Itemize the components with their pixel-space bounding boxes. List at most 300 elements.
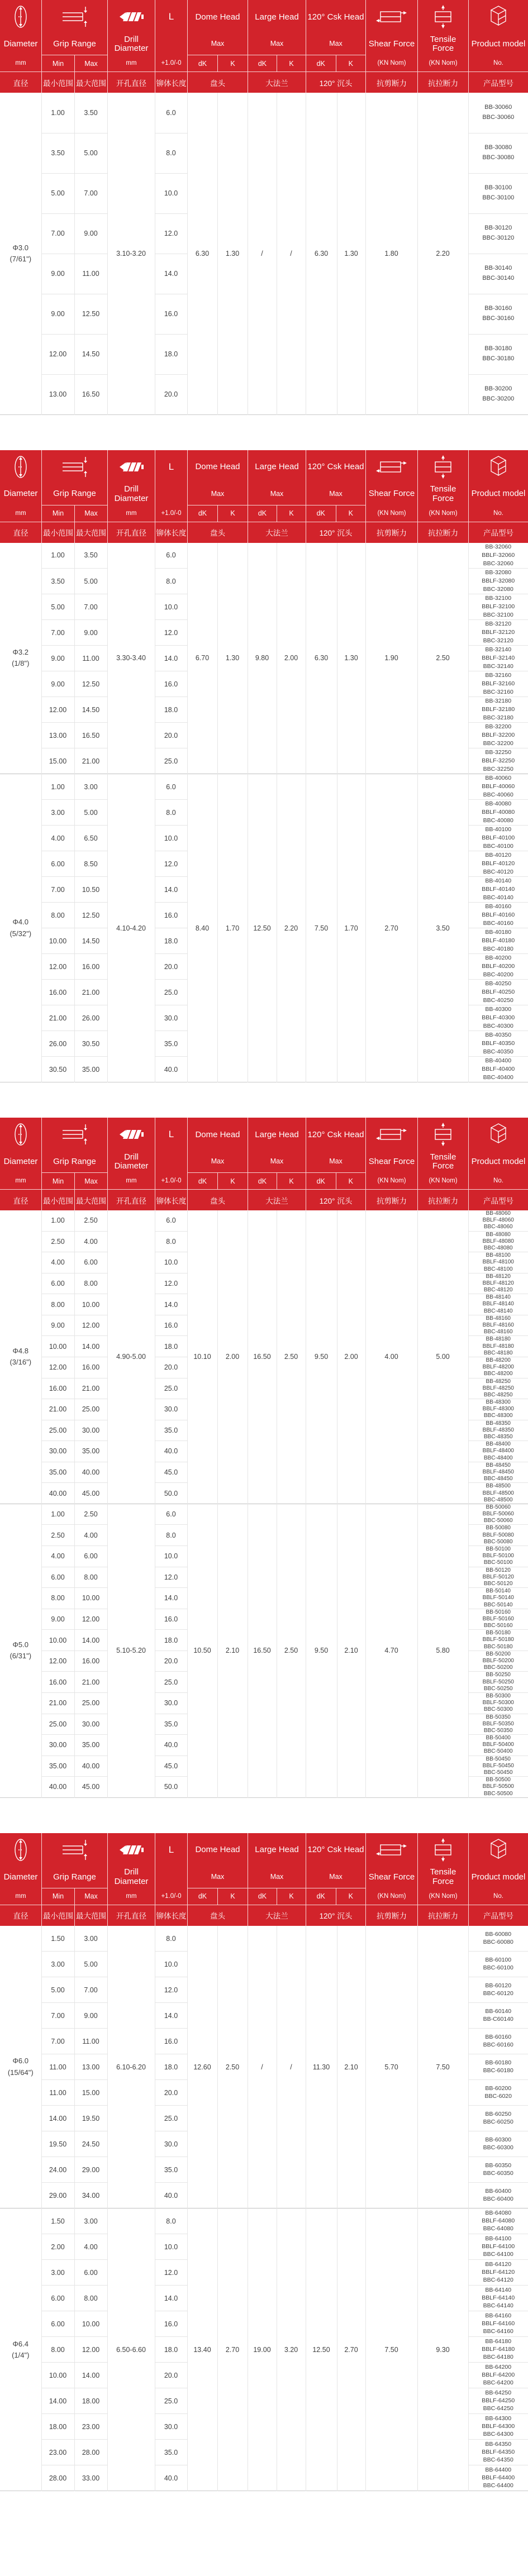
length-cell: 35.0 (155, 1714, 187, 1735)
header-col-dome-head (187, 0, 248, 71)
product-model-cell: BB-60080 BBC-60080 (468, 1926, 528, 1952)
length-cell: 18.0 (155, 697, 187, 723)
grip-min-cell: 7.00 (41, 877, 74, 903)
grip-min-cell: 7.00 (41, 2003, 74, 2029)
grip-min-cell: 1.00 (41, 93, 74, 133)
length-cell: 16.0 (155, 1609, 187, 1630)
product-model-cell: BB-64200 BBLF-64200 BBC-64200 (468, 2363, 528, 2388)
grip-min-cell: 9.00 (41, 294, 74, 334)
grip-min-cell: 15.00 (41, 748, 74, 774)
grip-min-cell: 4.00 (41, 826, 74, 851)
drill-diameter-cell: 4.90-5.00 (107, 1210, 155, 1504)
header-zh-model: 产品型号 (468, 522, 528, 543)
header-dome-k: K (217, 1173, 248, 1189)
product-model-cell: BB-48140 BBLF-48140 BBC-48140 (468, 1294, 528, 1315)
grip-max-cell: 5.00 (74, 569, 107, 594)
header-csk-max: Max (329, 1157, 343, 1166)
grip-min-cell: 1.00 (41, 543, 74, 569)
header-col-model (468, 0, 528, 71)
grip-min-cell: 4.00 (41, 1546, 74, 1567)
length-cell: 40.0 (155, 1735, 187, 1756)
header-col-drill (107, 1118, 155, 1189)
header-grip-min: Min (52, 1892, 64, 1901)
grip-range-icon (42, 0, 107, 34)
grip-max-cell: 2.50 (74, 1504, 107, 1525)
grip-max-cell: 3.50 (74, 93, 107, 133)
header-grip-label: Grip Range (53, 489, 96, 499)
csk-k-cell: 1.70 (337, 774, 365, 1082)
grip-max-cell: 12.50 (74, 903, 107, 928)
header-model-unit: No. (493, 1892, 503, 1900)
header-zh-large: 大法兰 (248, 1190, 306, 1210)
header-grip-min: Min (52, 1177, 64, 1185)
product-model-cell: BB-48400 BBLF-48400 BBC-48400 (468, 1441, 528, 1462)
header-zh-tensile: 抗拉断力 (417, 72, 468, 93)
large-k-cell: / (277, 93, 306, 414)
header-zh-large: 大法兰 (248, 72, 306, 93)
product-model-cell: BB-32180 BBLF-32180 BBC-32180 (468, 697, 528, 723)
product-model-cell: BB-50080 BBLF-50080 BBC-50080 (468, 1525, 528, 1546)
header-large-max: Max (270, 40, 284, 48)
table-body (0, 543, 528, 1082)
length-cell: 30.0 (155, 1005, 187, 1031)
csk-dk-cell: 7.50 (306, 774, 337, 1082)
length-cell: 25.0 (155, 980, 187, 1005)
large-dk-cell: / (248, 93, 277, 414)
grip-min-cell: 21.00 (41, 1692, 74, 1714)
drill-diameter-cell: 3.10-3.20 (107, 93, 155, 414)
product-model-cell: BB-48160 BBLF-48160 BBC-48160 (468, 1315, 528, 1336)
grip-max-cell: 16.50 (74, 723, 107, 748)
header-diameter-label: Diameter (3, 489, 38, 499)
length-cell: 20.0 (155, 723, 187, 748)
grip-min-cell: 30.00 (41, 1441, 74, 1462)
length-cell: 30.0 (155, 1399, 187, 1420)
grip-max-cell: 5.00 (74, 1952, 107, 1977)
header-csk-max: Max (329, 489, 343, 498)
header-tensile-label: Tensile Force (430, 1152, 456, 1171)
tensile-force-icon (418, 1118, 468, 1151)
header-col-drill (107, 1833, 155, 1905)
drill-bit-icon (108, 1833, 155, 1867)
header-length-spacer (155, 34, 187, 55)
table-body (0, 93, 528, 414)
grip-max-cell: 40.00 (74, 1462, 107, 1483)
csk-k-cell: 1.30 (337, 93, 365, 414)
header-large-dk: dK (258, 59, 267, 68)
header-zh-dome: 盘头 (187, 522, 248, 543)
product-model-cell: BB-40250 BBLF-40250 BBC-40250 (468, 980, 528, 1005)
product-model-cell: BB-40200 BBLF-40200 BBC-40200 (468, 954, 528, 980)
grip-min-cell: 21.00 (41, 1399, 74, 1420)
header-model-label: Product model (471, 489, 526, 499)
product-model-cell: BB-48120 BBLF-48120 BBC-48120 (468, 1273, 528, 1294)
header-large-k: K (277, 505, 306, 522)
header-zh-csk: 120° 沉头 (306, 72, 365, 93)
dome-dk-cell: 6.70 (187, 543, 217, 774)
grip-min-cell: 8.00 (41, 2337, 74, 2363)
grip-range-icon (42, 1833, 107, 1867)
product-model-cell: BB-50400 BBLF-50400 BBC-50400 (468, 1735, 528, 1756)
header-zh-csk: 120° 沉头 (306, 1905, 365, 1926)
length-cell: 12.0 (155, 1567, 187, 1588)
header-zh-grip-min: 最小范围 (41, 1905, 74, 1926)
grip-max-cell: 11.00 (74, 646, 107, 671)
grip-max-cell: 3.50 (74, 543, 107, 569)
product-model-cell: BB-64160 BBLF-64160 BBC-64160 (468, 2311, 528, 2337)
header-col-length (155, 450, 187, 522)
header-col-large-head (248, 0, 306, 71)
grip-min-cell: 7.00 (41, 2029, 74, 2054)
header-zh-grip-max: 最大范围 (74, 72, 107, 93)
header-col-model (468, 1833, 528, 1905)
product-model-cell: BB-40120 BBLF-40120 BBC-40120 (468, 851, 528, 877)
header-col-shear (365, 0, 417, 71)
header-diameter-label: Diameter (3, 1156, 38, 1166)
grip-max-cell: 9.00 (74, 213, 107, 254)
grip-max-cell: 34.00 (74, 2183, 107, 2208)
header-zh-shear: 抗剪断力 (365, 72, 417, 93)
grip-min-cell: 25.00 (41, 1714, 74, 1735)
spec-table (0, 1926, 528, 2492)
grip-min-cell: 2.00 (41, 2234, 74, 2260)
table-row (0, 774, 528, 800)
grip-min-cell: 7.00 (41, 620, 74, 646)
length-cell: 25.0 (155, 1378, 187, 1399)
header-zh-csk: 120° 沉头 (306, 1190, 365, 1210)
grip-max-cell: 26.00 (74, 1005, 107, 1031)
length-cell: 8.0 (155, 1231, 187, 1252)
table-row (0, 1210, 528, 1231)
header-zh-shear: 抗剪断力 (365, 1905, 417, 1926)
header-col-grip-range (41, 1118, 107, 1189)
length-cell: 14.0 (155, 646, 187, 671)
grip-max-cell: 16.00 (74, 954, 107, 980)
length-cell: 45.0 (155, 1462, 187, 1483)
length-cell: 10.0 (155, 826, 187, 851)
grip-min-cell: 13.00 (41, 723, 74, 748)
large-dk-cell: / (248, 1926, 277, 2208)
grip-min-cell: 12.00 (41, 697, 74, 723)
rivet-diameter-icon (0, 0, 41, 34)
length-cell: 8.0 (155, 800, 187, 826)
header-col-length (155, 0, 187, 71)
grip-min-cell: 35.00 (41, 1756, 74, 1777)
csk-k-cell: 2.10 (337, 1504, 365, 1797)
tensile-force-cell: 5.80 (417, 1504, 468, 1797)
tensile-force-cell: 5.00 (417, 1210, 468, 1504)
header-col-csk-head (306, 1833, 365, 1905)
product-box-icon (469, 450, 528, 484)
grip-max-cell: 16.00 (74, 1357, 107, 1378)
shear-force-cell: 4.70 (365, 1504, 417, 1797)
header-dome-k: K (217, 1888, 248, 1905)
header-zh-shear: 抗剪断力 (365, 1190, 417, 1210)
grip-max-cell: 12.50 (74, 671, 107, 697)
header-csk-max: Max (329, 1872, 343, 1881)
header-zh-drill: 开孔直径 (107, 1190, 155, 1210)
header-large-label: Large Head (255, 1129, 299, 1139)
header-csk-max: Max (329, 40, 343, 48)
grip-min-cell: 35.00 (41, 1462, 74, 1483)
product-model-cell: BB-40180 BBLF-40180 BBC-40180 (468, 928, 528, 954)
header-grip-max: Max (74, 1888, 107, 1905)
grip-max-cell: 30.00 (74, 1714, 107, 1735)
header-model-unit: No. (493, 509, 503, 517)
grip-min-cell: 12.00 (41, 954, 74, 980)
length-cell: 50.0 (155, 1483, 187, 1504)
length-cell: 14.0 (155, 2003, 187, 2029)
grip-max-cell: 12.50 (74, 294, 107, 334)
product-model-cell: BB-60300 BBC-60300 (468, 2131, 528, 2157)
header-grip-max: Max (74, 1173, 107, 1189)
header-diameter-unit: mm (15, 1177, 26, 1184)
tensile-force-icon (418, 0, 468, 34)
grip-max-cell: 21.00 (74, 748, 107, 774)
grip-min-cell: 2.50 (41, 1525, 74, 1546)
length-cell: 10.0 (155, 1252, 187, 1273)
product-model-cell: BB-40140 BBLF-40140 BBC-40140 (468, 877, 528, 903)
grip-max-cell: 21.00 (74, 1672, 107, 1693)
header-drill-unit: mm (126, 1177, 137, 1184)
length-cell: 14.0 (155, 2286, 187, 2311)
product-model-cell: BB-60250 BBC-60250 (468, 2106, 528, 2131)
grip-max-cell: 11.00 (74, 2029, 107, 2054)
header-zh-tensile: 抗拉断力 (417, 1905, 468, 1926)
grip-min-cell: 5.00 (41, 1977, 74, 2003)
product-model-cell: BB-30200 BBC-30200 (468, 374, 528, 414)
grip-max-cell: 8.00 (74, 1567, 107, 1588)
header-col-dome-head (187, 1118, 248, 1189)
header-large-label: Large Head (255, 1845, 299, 1855)
header-diameter-label: Diameter (3, 39, 38, 49)
header-csk-label: 120° Csk Head (307, 1129, 364, 1139)
header-length-label: L (168, 11, 174, 22)
shear-force-cell: 5.70 (365, 1926, 417, 2208)
grip-min-cell: 9.00 (41, 1609, 74, 1630)
grip-max-cell: 12.00 (74, 2337, 107, 2363)
length-cell: 35.0 (155, 1420, 187, 1441)
header-col-diameter (0, 1118, 41, 1189)
header-shear-unit: (KN Nom) (377, 1892, 406, 1900)
grip-min-cell: 6.00 (41, 1273, 74, 1294)
header-zh-dome: 盘头 (187, 1190, 248, 1210)
header-zh-length: 铆体长度 (155, 72, 187, 93)
grip-max-cell: 30.00 (74, 1420, 107, 1441)
grip-min-cell: 13.00 (41, 374, 74, 414)
header-length-label: L (168, 1129, 174, 1139)
drill-bit-icon (108, 0, 155, 34)
dome-k-cell: 2.10 (217, 1504, 248, 1797)
diameter-cell: Φ4.8 (3/16") (9, 1347, 32, 1367)
header-col-model (468, 1118, 528, 1189)
length-cell: 40.0 (155, 2183, 187, 2208)
length-cell: 18.0 (155, 928, 187, 954)
header-zh-grip-min: 最小范围 (41, 1190, 74, 1210)
product-model-cell: BB-64350 BBLF-64350 BBC-64350 (468, 2440, 528, 2465)
length-cell: 40.0 (155, 2465, 187, 2491)
product-model-cell: BB-48250 BBLF-48250 BBC-48250 (468, 1378, 528, 1399)
header-csk-dk: dK (316, 1177, 325, 1185)
product-model-cell: BB-50500 BBLF-50500 BBC-50500 (468, 1777, 528, 1798)
product-model-cell: BB-48180 BBLF-48180 BBC-48180 (468, 1336, 528, 1357)
header-col-csk-head (306, 450, 365, 522)
header-dome-k: K (217, 55, 248, 71)
rivet-diameter-icon (0, 1833, 41, 1867)
product-model-cell: BB-48300 BBLF-48300 BBC-48300 (468, 1399, 528, 1420)
grip-min-cell: 2.50 (41, 1231, 74, 1252)
spec-table (0, 543, 528, 1083)
csk-dk-cell: 6.30 (306, 93, 337, 414)
length-cell: 20.0 (155, 1650, 187, 1672)
length-cell: 35.0 (155, 2157, 187, 2183)
grip-min-cell: 8.00 (41, 1588, 74, 1609)
product-model-cell: BB-64300 BBLF-64300 BBC-64300 (468, 2414, 528, 2440)
length-cell: 18.0 (155, 2337, 187, 2363)
product-box-icon (469, 1833, 528, 1867)
length-cell: 10.0 (155, 594, 187, 620)
product-model-cell: BB-60140 BB-C60140 (468, 2003, 528, 2029)
diameter-cell: Φ6.4 (1/4") (0, 2208, 41, 2491)
rivet-diameter-icon (0, 450, 41, 484)
product-model-cell: BB-30100 BBC-30100 (468, 173, 528, 213)
header-grip-min: Min (52, 59, 64, 68)
header-shear-label: Shear Force (368, 489, 415, 499)
csk-dk-cell: 6.30 (306, 543, 337, 774)
large-k-cell: 2.00 (277, 543, 306, 774)
header-shear-label: Shear Force (368, 1156, 415, 1166)
product-model-cell: BB-40100 BBLF-40100 BBC-40100 (468, 826, 528, 851)
product-model-cell: BB-32060 BBLF-32060 BBC-32060 (468, 543, 528, 569)
grip-max-cell: 10.00 (74, 1294, 107, 1315)
grip-max-cell: 6.00 (74, 1252, 107, 1273)
grip-min-cell: 40.00 (41, 1483, 74, 1504)
header-zh-length: 铆体长度 (155, 1905, 187, 1926)
product-model-cell: BB-40080 BBLF-40080 BBC-40080 (468, 800, 528, 826)
grip-min-cell: 28.00 (41, 2465, 74, 2491)
header-col-shear (365, 1833, 417, 1905)
header-zh-drill: 开孔直径 (107, 522, 155, 543)
large-dk-cell: 19.00 (248, 2208, 277, 2491)
header-col-length (155, 1833, 187, 1905)
header-col-length (155, 1118, 187, 1189)
dome-dk-cell: 6.30 (187, 93, 217, 414)
header-col-tensile (417, 0, 468, 71)
grip-min-cell: 29.00 (41, 2183, 74, 2208)
table-header (0, 1118, 528, 1210)
product-model-cell: BB-50250 BBLF-50250 BBC-50250 (468, 1672, 528, 1693)
grip-min-cell: 4.00 (41, 1252, 74, 1273)
grip-range-icon (42, 450, 107, 484)
product-model-cell: BB-32080 BBLF-32080 BBC-32080 (468, 569, 528, 594)
grip-max-cell: 4.00 (74, 1525, 107, 1546)
dome-k-cell: 1.70 (217, 774, 248, 1082)
large-dk-cell: 9.80 (248, 543, 277, 774)
dome-dk-cell: 10.50 (187, 1504, 217, 1797)
header-col-grip-range (41, 450, 107, 522)
header-col-diameter (0, 1833, 41, 1905)
grip-max-cell: 15.00 (74, 2080, 107, 2106)
grip-max-cell: 25.00 (74, 1399, 107, 1420)
header-zh-grip-max: 最大范围 (74, 522, 107, 543)
product-model-cell: BB-64250 BBLF-64250 BBC-64250 (468, 2388, 528, 2414)
header-tensile-unit: (KN Nom) (429, 60, 458, 66)
length-cell: 40.0 (155, 1441, 187, 1462)
product-model-cell: BB-50180 BBLF-50180 BBC-50180 (468, 1630, 528, 1651)
grip-max-cell: 4.00 (74, 1231, 107, 1252)
grip-max-cell: 4.00 (74, 2234, 107, 2260)
diameter-cell: Φ3.0 (7/61") (9, 243, 32, 263)
grip-min-cell: 16.00 (41, 1378, 74, 1399)
header-large-label: Large Head (255, 12, 299, 22)
header-zh-diameter: 直径 (13, 79, 28, 88)
product-model-cell: BB-50350 BBLF-50350 BBC-50350 (468, 1714, 528, 1735)
grip-min-cell: 14.00 (41, 2388, 74, 2414)
product-model-cell: BB-32120 BBLF-32120 BBC-32120 (468, 620, 528, 646)
product-model-cell: BB-60120 BBC-60120 (468, 1977, 528, 2003)
header-dome-dk: dK (198, 1892, 207, 1901)
header-zh-grip-min: 最小范围 (41, 72, 74, 93)
length-cell: 10.0 (155, 1952, 187, 1977)
product-model-cell: BB-48500 BBLF-48500 BBC-48500 (468, 1483, 528, 1504)
product-model-cell: BB-60200 BBC-6020 (468, 2080, 528, 2106)
header-model-unit: No. (493, 60, 503, 66)
header-tensile-label: Tensile Force (430, 1867, 456, 1886)
large-k-cell: 3.20 (277, 2208, 306, 2491)
dome-dk-cell: 8.40 (187, 774, 217, 1082)
header-col-large-head (248, 1118, 306, 1189)
grip-max-cell: 6.50 (74, 826, 107, 851)
table-header (0, 0, 528, 93)
diameter-cell: Φ5.0 (6/31") (0, 1504, 41, 1797)
product-model-cell: BB-64400 BBLF-64400 BBC-64400 (468, 2465, 528, 2491)
header-large-max: Max (270, 1157, 284, 1166)
header-zh-drill: 开孔直径 (107, 1905, 155, 1926)
product-model-cell: BB-50100 BBLF-50100 BBC-50100 (468, 1546, 528, 1567)
spec-table-section (0, 1118, 528, 1798)
grip-max-cell: 29.00 (74, 2157, 107, 2183)
header-zh-large: 大法兰 (248, 522, 306, 543)
header-length-spacer (155, 484, 187, 505)
header-csk-k: K (336, 1173, 366, 1189)
grip-min-cell: 19.50 (41, 2131, 74, 2157)
grip-min-cell: 5.00 (41, 594, 74, 620)
header-csk-k: K (336, 55, 366, 71)
grip-max-cell: 14.50 (74, 697, 107, 723)
length-cell: 30.0 (155, 2131, 187, 2157)
tensile-force-cell: 2.20 (417, 93, 468, 414)
header-dome-max: Max (211, 40, 225, 48)
header-tensile-unit: (KN Nom) (429, 509, 458, 517)
header-col-diameter (0, 450, 41, 522)
drill-diameter-cell: 5.10-5.20 (107, 1504, 155, 1797)
header-csk-label: 120° Csk Head (307, 462, 364, 471)
header-drill-label: Drill Diameter (114, 34, 149, 53)
length-cell: 12.0 (155, 851, 187, 877)
header-shear-label: Shear Force (368, 1872, 415, 1882)
grip-min-cell: 10.00 (41, 1630, 74, 1651)
header-diameter-unit: mm (15, 60, 26, 66)
csk-k-cell: 2.10 (337, 1926, 365, 2208)
product-model-cell: BB-60180 BBC-60180 (468, 2054, 528, 2080)
header-drill-unit: mm (126, 60, 137, 66)
length-cell: 8.0 (155, 2208, 187, 2234)
shear-force-cell: 7.50 (365, 2208, 417, 2491)
header-csk-dk: dK (316, 59, 325, 68)
header-dome-dk: dK (198, 59, 207, 68)
product-model-cell: BB-64080 BBLF-64080 BBC-64080 (468, 2208, 528, 2234)
header-shear-label: Shear Force (368, 39, 415, 49)
